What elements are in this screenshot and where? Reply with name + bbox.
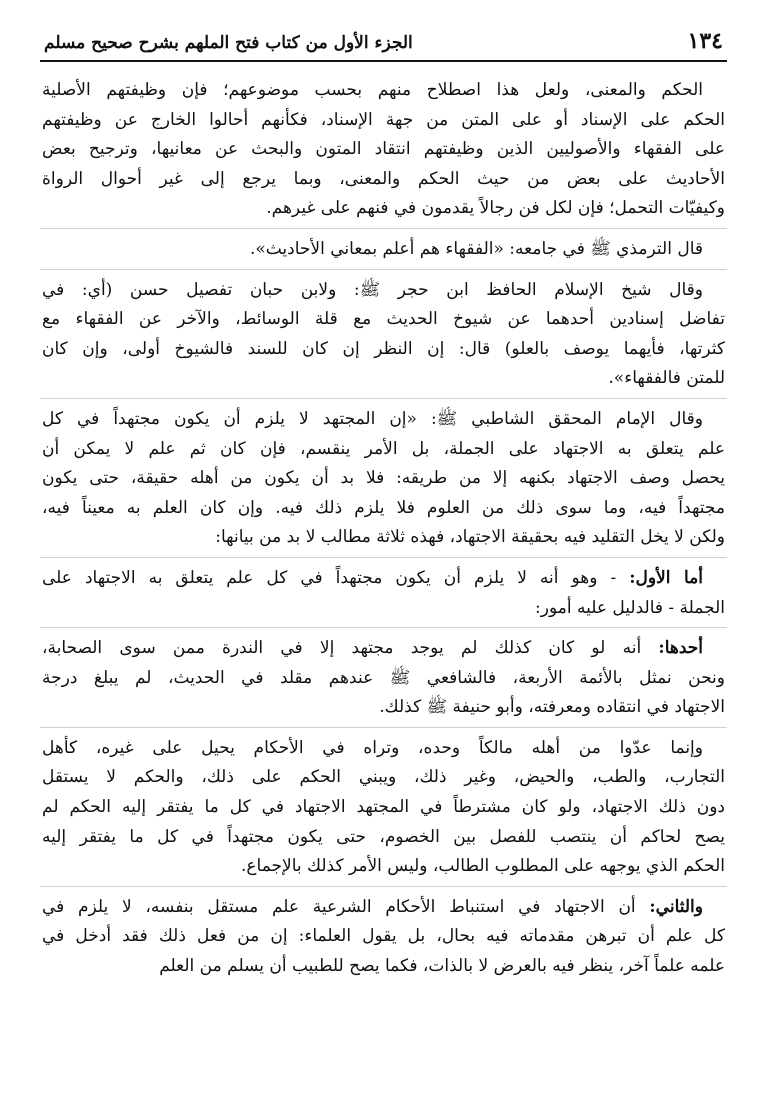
text-line: الاجتهاد في انتقاده ومعرفته، وأبو حنيفة ﷺ كذلك. (379, 697, 725, 718)
paragraph (40, 734, 727, 882)
text-line: ونحن نمثل بالأئمة الأربعة، فالشافعي ﷺ عندهم مقلد في الحديث، لم يبلغ درجة (42, 667, 725, 688)
text-line (42, 634, 725, 664)
text-line: ولكن لا يخل التقليد فيه بحقيقة الاجتهاد، فهذه ثلاثة مطالب لا بد من بيانها: (215, 527, 725, 548)
page-number: ١٣٤ (687, 28, 723, 54)
paragraph (40, 564, 727, 623)
body-text (40, 76, 727, 982)
text-line: علم يتعلق به الاجتهاد على الجملة، بل الأمر ينقسم، فإن كان ثم علم لا يمكن أن (42, 438, 725, 459)
paragraph-divider (40, 398, 727, 399)
text-line: وإنما عدّوا من أهله مالكاً وحده، وتراه في الأحكام يحيل على غيره، كأهل (42, 737, 703, 758)
paragraph (40, 235, 727, 265)
text-line: يصح لحاكم أن ينتصب للفصل بين الخصوم، حتى يكون مجتهداً في كل ما يفتقر إليه (42, 826, 725, 847)
text-line: مجتهداً فيه، وما سوى ذلك من العلوم فلا يلزم ذلك فيه. وإن كان العلم به معيناً فيه، (42, 497, 725, 518)
text-line: يحصل وصف الاجتهاد بكنهه إلا من طريقه: فلا بد أن يكون من أهله حقيقة، حتى يكون (42, 468, 725, 489)
text-line (42, 893, 725, 923)
text-line: كثرتها، فأيهما يوصف بالعلو) قال: إن النظر إن كان للسند فالشيوخ أولى، وإن كان (42, 338, 725, 359)
paragraph (40, 893, 727, 982)
text-line: دون ذلك الاجتهاد، ولو كان مشترطاً في المجتهد الاجتهاد في كل ما يفتقر إليه الحكم لم (42, 797, 725, 818)
text-line: على الفقهاء والأصوليين الذين وظيفتهم انتقاد المتون والبحث عن معانيها، وترجيح بعض (42, 139, 725, 160)
line-text: أن الاجتهاد في استنباط الأحكام الشرعية علم مستقل بنفسه، لا يلزم في (42, 896, 650, 917)
paragraph-divider (40, 557, 727, 558)
lead-term: أحدها: (658, 638, 703, 659)
paragraph-divider (40, 228, 727, 229)
text-line (42, 564, 725, 594)
text-line: وقال شيخ الإسلام الحافظ ابن حجر ﷺ: ولابن حبان تفصيل حسن (أي: في (42, 279, 703, 300)
paragraph-divider (40, 727, 727, 728)
text-line: وكيفيّات التحمل؛ فإن لكل فن رجالاً يقدمون في فنهم على غيرهم. (266, 198, 725, 219)
lead-term: والثاني: (649, 896, 703, 917)
text-line: علمه علماً آخر، ينظر فيه بالعرض لا بالذات، فكما يصح للطبيب أن يسلم من العلم (159, 956, 725, 977)
paragraph (40, 405, 727, 553)
text-line: كل علم أن تبرهن مقدماته فيه بحال، بل يقول العلماء: إن من فعل ذلك فقد أدخل في (42, 926, 725, 947)
text-line: الجملة - فالدليل عليه أمور: (535, 597, 725, 618)
running-title: الجزء الأول من كتاب فتح الملهم بشرح صحيح مسلم (44, 33, 413, 53)
lead-term: أما الأول: (629, 567, 703, 588)
text-line: الحكم على الإسناد أو على المتن من جهة الإسناد، فكأنهم أحالوا الخارج عن وظيفتهم (42, 109, 725, 130)
paragraph (40, 276, 727, 394)
line-text: أنه لو كان كذلك لم يوجد مجتهد إلا في الندرة ممن سوى الصحابة، (42, 638, 659, 659)
text-line: وقال الإمام المحقق الشاطبي ﷺ: «إن المجتهد لا يلزم أن يكون مجتهداً في كل (42, 408, 703, 429)
text-line: تفاضل إسنادين أحدهما عن شيوخ الحديث مع قلة الوسائط، والآخر عن الفقهاء مع (42, 309, 725, 330)
paragraph (40, 76, 727, 224)
text-line: التجارب، والطب، والحيض، وغير ذلك، ويبني الحكم على ذلك، والحكم لا يستقل (42, 767, 725, 788)
page-header (40, 28, 727, 62)
line-text: - وهو أنه لا يلزم أن يكون مجتهداً في كل علم يتعلق به الاجتهاد على (42, 567, 630, 588)
text-line: الحكم والمعنى، ولعل هذا اصطلاح منهم بحسب موضوعهم؛ فإن وظيفتهم الأصلية (42, 80, 703, 100)
text-line: قال الترمذي ﷺ في جامعه: «الفقهاء هم أعلم بمعاني الأحاديث». (249, 238, 703, 259)
paragraph-divider (40, 886, 727, 887)
paragraph-divider (40, 269, 727, 270)
text-line: الأحاديث على بعض من حيث الحكم والمعنى، وبما يرجع إلى غير أحوال الرواة (42, 168, 725, 189)
paragraph-divider (40, 627, 727, 628)
text-line: الحكم الذي يوجهه على المطلوب الطالب، وليس الأمر كذلك بالإجماع. (240, 856, 725, 877)
text-line: للمتن فالفقهاء». (608, 368, 725, 389)
paragraph (40, 634, 727, 723)
